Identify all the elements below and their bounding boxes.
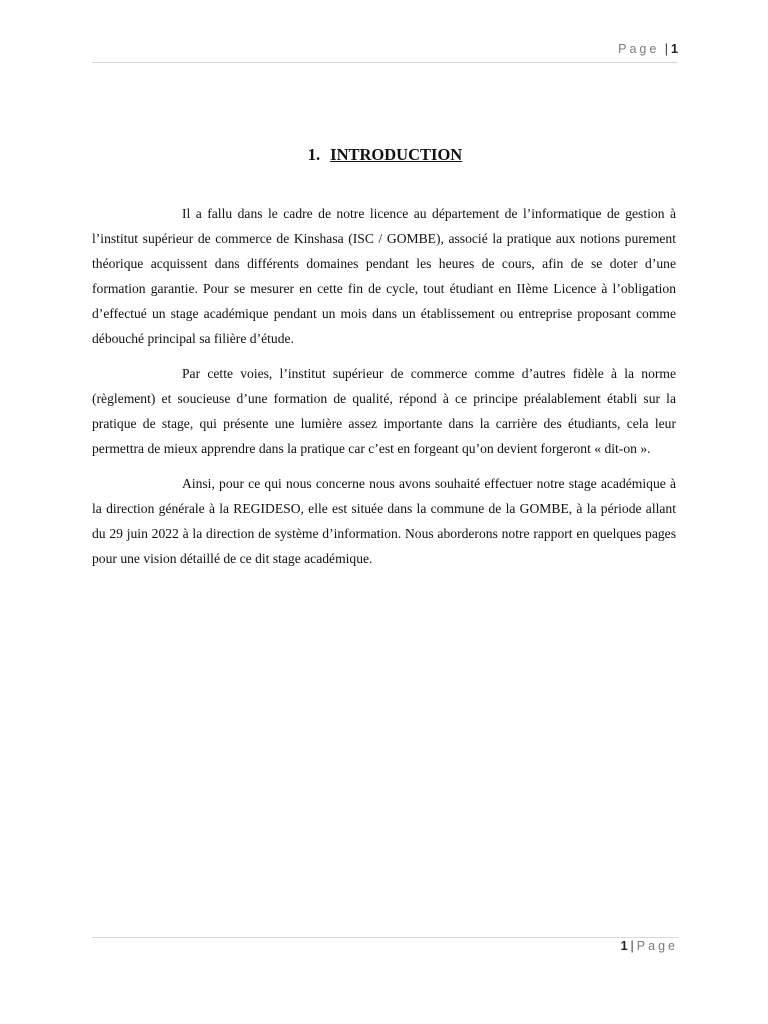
paragraph-2: Par cette voies, l’institut supérieur de commerce comme d’autres fidèle à la norme (règlement) et soucieuse d’une formation de qualité, répond à ce principe préalablement établi sur la pratique de stage, qui présente une lumière assez importante dans la carrière des étudiants, cela leur permettra de mieux apprendre dans la pratique car c’est en forgeant qu’on devient forgeront « dit-on ».: [92, 366, 676, 456]
header-divider: [92, 62, 678, 63]
section-heading: [92, 145, 678, 165]
page-footer: [92, 939, 678, 957]
footer-page-word: Page: [636, 939, 678, 953]
document-body: [92, 201, 676, 581]
page-header: [92, 42, 678, 60]
footer-page-number: 1: [620, 939, 628, 953]
section-title: INTRODUCTION: [330, 145, 463, 164]
paragraph-1: Il a fallu dans le cadre de notre licence au département de l’informatique de gestion à l’institut supérieur de commerce de Kinshasa (ISC / GOMBE), associé la pratique aux notions purement théorique acquissent dans différents domaines pendant les heures de cours, afin de se doter d’une formation garantie. Pour se mesurer en cette fin de cycle, tout étudiant en IIème Licence à l’obligation d’effectué un stage académique pendant un mois dans un établissement ou entreprise proposant comme débouché principal sa filière d’étude.: [92, 206, 676, 346]
section-number: 1.: [307, 145, 321, 164]
header-page-number: 1: [671, 42, 678, 56]
paragraph-3: Ainsi, pour ce qui nous concerne nous avons souhaité effectuer notre stage académique à la direction générale à la REGIDESO, elle est située dans la commune de la GOMBE, à la période allant du 29 juin 2022 à la direction de système d’information. Nous aborderons notre rapport en quelques pages pour une vision détaillé de ce dit stage académique.: [92, 476, 676, 566]
header-page-word: Page: [618, 42, 660, 56]
footer-separator: |: [630, 939, 634, 953]
footer-divider: [92, 937, 678, 938]
header-separator: |: [664, 42, 669, 56]
